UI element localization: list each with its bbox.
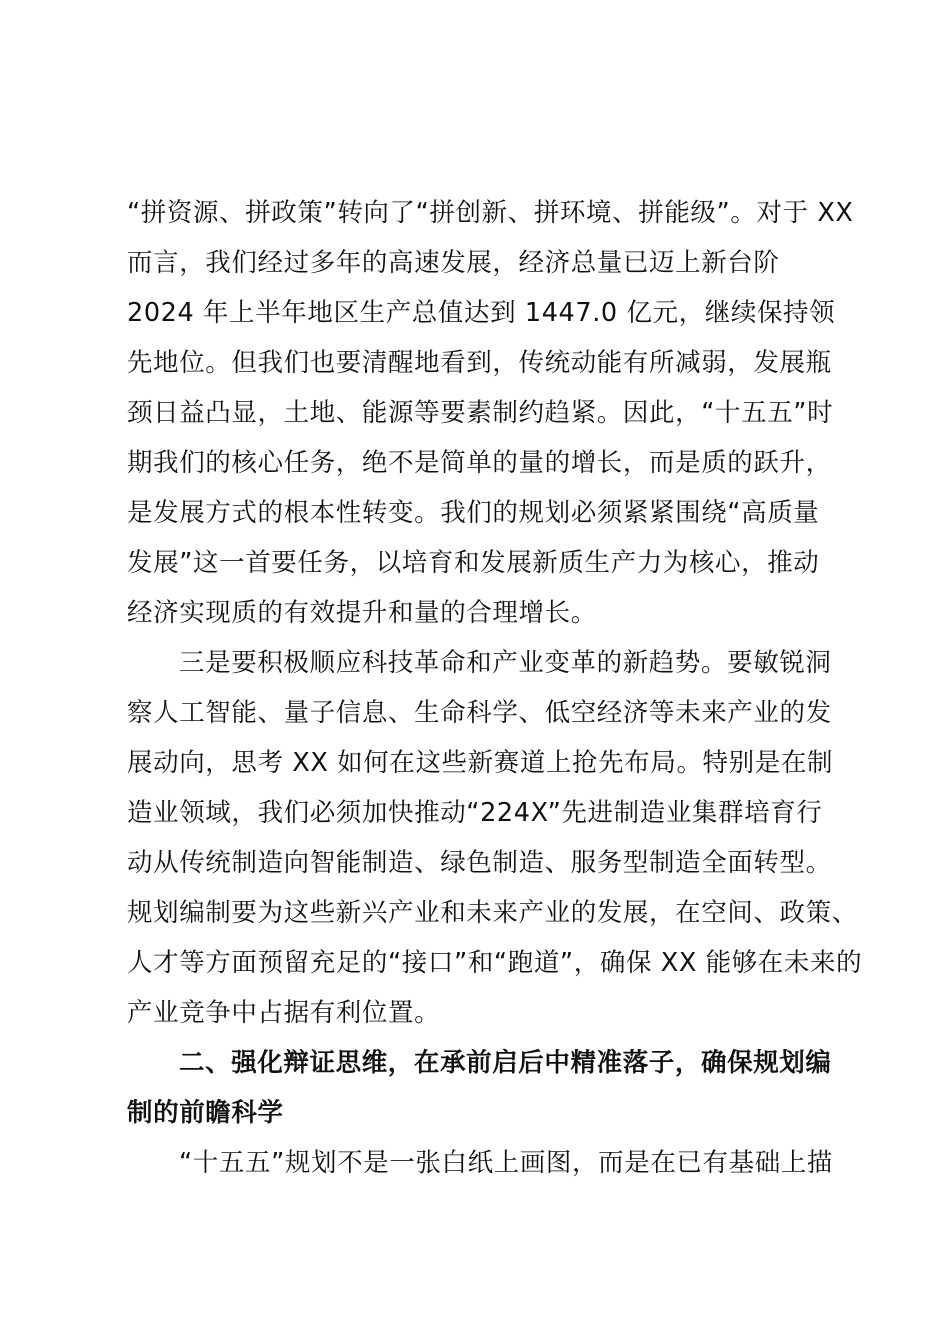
text-line: 展动向，思考 XX 如何在这些新赛道上抢先布局。特别是在制 xyxy=(127,748,834,778)
text-line: 三是要积极顺应科技革命和产业变革的新趋势。要敏锐洞 xyxy=(179,648,832,678)
text-line: 发展”这一首要任务，以培育和发展新质生产力为核心，推动 xyxy=(127,548,820,578)
text-line: 人才等方面预留充足的“接口”和“跑道”，确保 XX 能够在未来的 xyxy=(127,948,863,978)
text-line: 颈日益凸显，土地、能源等要素制约趋紧。因此，“十五五”时 xyxy=(127,398,834,428)
text-line: “拼资源、拼政策”转向了“拼创新、拼环境、拼能级”。对于 XX xyxy=(127,198,854,228)
text-line: 是发展方式的根本性转变。我们的规划必须紧紧围绕“高质量 xyxy=(127,498,820,528)
text-line: 经济实现质的有效提升和量的合理增长。 xyxy=(127,598,597,628)
paragraph-plan-intro xyxy=(127,1138,834,1188)
paragraph-tech-revolution xyxy=(127,638,863,1038)
text-line: 产业竞争中占据有利位置。 xyxy=(127,998,441,1028)
text-line: “十五五”规划不是一张白纸上画图，而是在已有基础上描 xyxy=(179,1148,834,1178)
paragraph-economy xyxy=(127,188,854,638)
text-line: 察人工智能、量子信息、生命科学、低空经济等未来产业的发 xyxy=(127,698,832,728)
text-line: 先地位。但我们也要清醒地看到，传统动能有所减弱，发展瓶 xyxy=(127,348,832,378)
heading-line: 制的前瞻科学 xyxy=(127,1098,284,1128)
text-line: 动从传统制造向智能制造、绿色制造、服务型制造全面转型。 xyxy=(127,848,832,878)
section-heading xyxy=(127,1038,832,1138)
heading-line: 二、强化辩证思维，在承前启后中精准落子，确保规划编 xyxy=(179,1048,832,1078)
text-line: 造业领域，我们必须加快推动“224X”先进制造业集群培育行 xyxy=(127,798,823,828)
text-line: 规划编制要为这些新兴产业和未来产业的发展，在空间、政策、 xyxy=(127,898,858,928)
text-line: 而言，我们经过多年的高速发展，经济总量已迈上新台阶 xyxy=(127,248,780,278)
text-line: 2024 年上半年地区生产总值达到 1447.0 亿元，继续保持领 xyxy=(127,298,836,328)
document-page xyxy=(127,188,863,1188)
text-line: 期我们的核心任务，绝不是简单的量的增长，而是质的跃升， xyxy=(127,448,832,478)
